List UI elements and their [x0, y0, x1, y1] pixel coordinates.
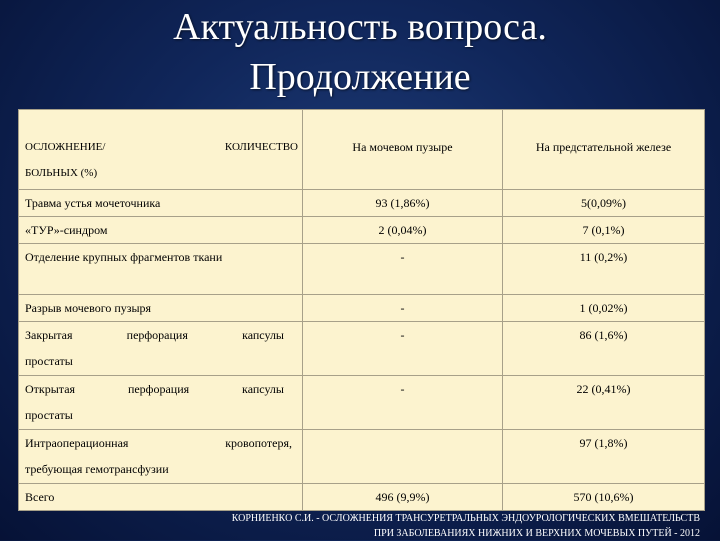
table-row — [19, 322, 705, 376]
row-label — [19, 322, 303, 376]
table-row — [19, 190, 705, 217]
row-prostate-value: 7 (0,1%) — [503, 217, 705, 244]
row-prostate-value: 22 (0,41%) — [503, 376, 705, 430]
row-label: Разрыв мочевого пузыря — [19, 295, 303, 322]
complications-table — [18, 109, 705, 511]
header-complication: ОСЛОЖНЕНИЕ/ — [25, 141, 106, 153]
row-bladder-value: - — [303, 376, 503, 430]
table-row — [19, 376, 705, 430]
row-prostate-value: 5(0,09%) — [503, 190, 705, 217]
citation-line1: КОРНИЕНКО С.И. - ОСЛОЖНЕНИЯ ТРАНСУРЕТРАЛЬНЫХ ЭНДОУРОЛОГИЧЕСКИХ ВМЕШАТЕЛЬСТВ — [231, 513, 700, 524]
table-row — [19, 430, 705, 484]
row-label — [19, 376, 303, 430]
row-bladder-value: - — [303, 322, 503, 376]
row-bladder-value: 2 (0,04%) — [303, 217, 503, 244]
row-label-part: кровопотеря, — [225, 436, 292, 450]
row-bladder-value: - — [303, 244, 503, 295]
header-count: КОЛИЧЕСТВО — [224, 141, 298, 153]
row-prostate-value: 11 (0,2%) — [503, 244, 705, 295]
row-label-part: капсулы — [242, 328, 284, 342]
row-label: Всего — [19, 484, 303, 511]
row-label: Травма устья мочеточника — [19, 190, 303, 217]
row-prostate-value: 570 (10,6%) — [503, 484, 705, 511]
row-label — [19, 430, 303, 484]
table-header-row — [19, 110, 705, 190]
row-label-part: Открытая — [25, 382, 76, 396]
table-row — [19, 484, 705, 511]
table-row — [19, 295, 705, 322]
row-bladder-value: - — [303, 295, 503, 322]
table-row — [19, 217, 705, 244]
row-bladder-value: 496 (9,9%) — [303, 484, 503, 511]
row-label-line2: простаты — [25, 408, 73, 422]
slide-title — [120, 2, 600, 102]
header-bladder: На мочевом пузыре — [303, 110, 503, 190]
header-patients: БОЛЬНЫХ (%) — [25, 167, 98, 179]
table-row — [19, 244, 705, 295]
header-complication-count — [19, 110, 303, 190]
header-prostate: На предстательной железе — [503, 110, 705, 190]
citation-footer — [120, 511, 700, 541]
row-label-part: капсулы — [242, 382, 284, 396]
slide-title-line2: Продолжение — [249, 56, 471, 98]
row-prostate-value: 86 (1,6%) — [503, 322, 705, 376]
row-label-part: Закрытая — [25, 328, 73, 342]
row-label-part: перфорация — [126, 328, 188, 342]
row-label: Отделение крупных фрагментов ткани — [19, 244, 303, 295]
row-label-part: Интраоперационная — [25, 436, 129, 450]
row-label-line2: простаты — [25, 354, 73, 368]
row-bladder-value — [303, 430, 503, 484]
row-label: «ТУР»-синдром — [19, 217, 303, 244]
row-label-part: перфорация — [127, 382, 190, 396]
row-prostate-value: 1 (0,02%) — [503, 295, 705, 322]
slide-title-line1: Актуальность вопроса. — [173, 6, 547, 48]
row-label-line2: требующая гемотрансфузии — [25, 462, 169, 476]
row-prostate-value: 97 (1,8%) — [503, 430, 705, 484]
citation-line2: ПРИ ЗАБОЛЕВАНИЯХ НИЖНИХ И ВЕРХНИХ МОЧЕВЫХ ПУТЕЙ - 2012 — [373, 528, 700, 539]
row-bladder-value: 93 (1,86%) — [303, 190, 503, 217]
